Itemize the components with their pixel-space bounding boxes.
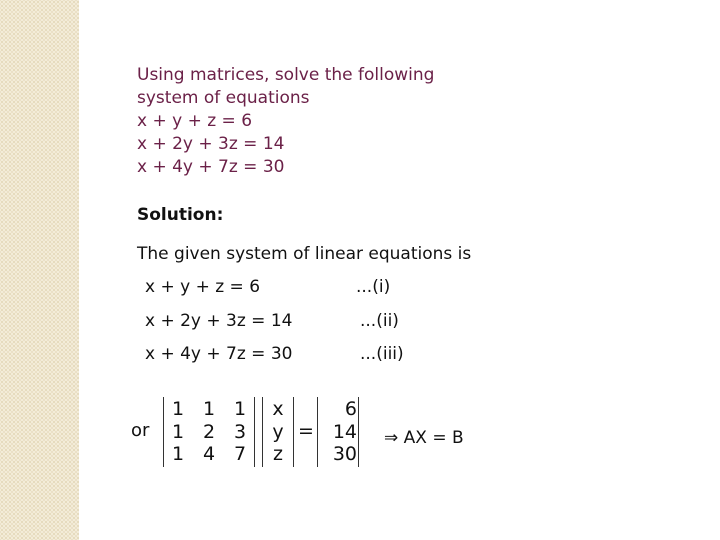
equation-1: x + y + z = 6 bbox=[145, 277, 261, 297]
question-text bbox=[137, 64, 434, 179]
equation-2: x + 2y + 3z = 14 bbox=[145, 311, 293, 331]
question-line-1: Using matrices, solve the following bbox=[137, 65, 435, 85]
solution-heading: Solution: bbox=[137, 205, 224, 225]
equation-3-tag: ...(iii) bbox=[360, 344, 404, 364]
matrix-b-cell: 6 bbox=[344, 398, 357, 420]
matrix-a-cell: 4 bbox=[202, 443, 216, 465]
matrix-a-cell: 1 bbox=[202, 398, 216, 420]
variable-matrix bbox=[262, 397, 294, 467]
question-line-2: system of equations bbox=[137, 88, 310, 108]
matrix-a-cell: 1 bbox=[171, 443, 185, 465]
equation-1-tag: ...(i) bbox=[356, 277, 391, 297]
question-line-5: x + 4y + 7z = 30 bbox=[137, 157, 285, 177]
equation-2-tag: ...(ii) bbox=[360, 311, 399, 331]
matrix-x-cell: x bbox=[272, 398, 284, 420]
or-label: or bbox=[131, 420, 150, 441]
result-statement: ⇒ AX = B bbox=[384, 428, 464, 448]
matrix-a-cell: 7 bbox=[233, 443, 247, 465]
matrix-a-cell: 1 bbox=[171, 421, 185, 443]
equation-3: x + 4y + 7z = 30 bbox=[145, 344, 293, 364]
question-line-4: x + 2y + 3z = 14 bbox=[137, 134, 285, 154]
matrix-b-cell: 14 bbox=[332, 421, 357, 443]
matrix-a-cell: 3 bbox=[233, 421, 247, 443]
matrix-a-cell: 1 bbox=[233, 398, 247, 420]
constant-matrix bbox=[317, 397, 359, 467]
matrix-b-cell: 30 bbox=[332, 443, 357, 465]
equals-sign: = bbox=[298, 420, 314, 442]
given-system-text: The given system of linear equations is bbox=[137, 244, 472, 264]
coefficient-matrix bbox=[163, 397, 255, 467]
matrix-x-cell: y bbox=[272, 421, 284, 443]
matrix-a-cell: 2 bbox=[202, 421, 216, 443]
question-line-3: x + y + z = 6 bbox=[137, 111, 253, 131]
matrix-x-cell: z bbox=[273, 443, 283, 465]
matrix-a-cell: 1 bbox=[171, 398, 185, 420]
decorative-side-strip bbox=[0, 0, 79, 540]
